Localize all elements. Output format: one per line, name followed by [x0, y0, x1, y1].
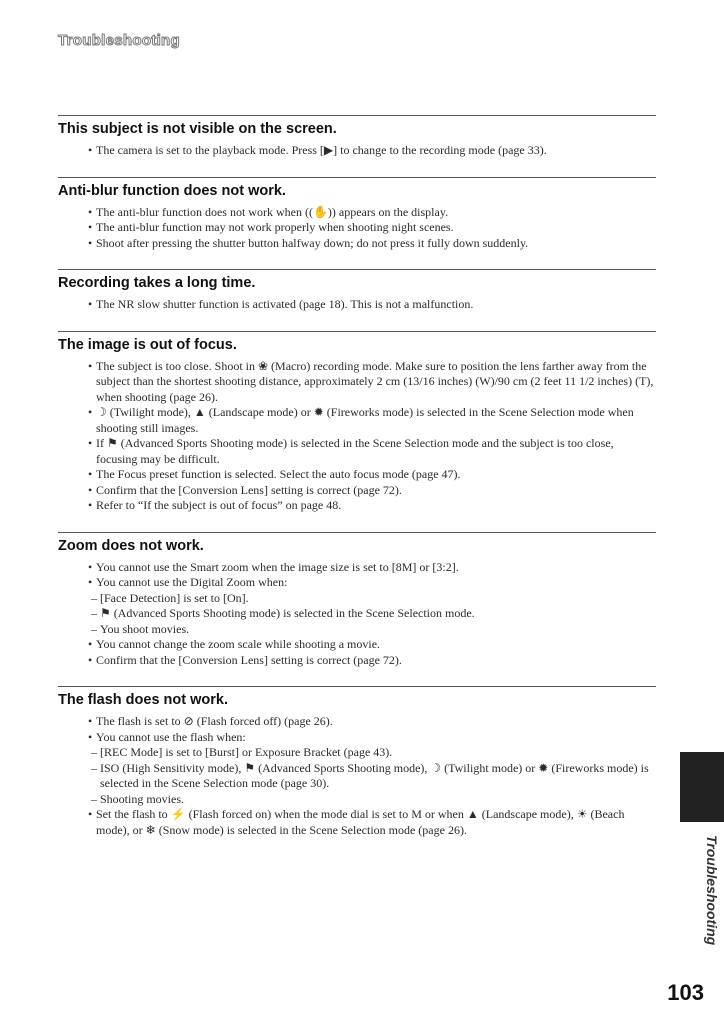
page-header: Troubleshooting — [58, 32, 180, 49]
item-text: If ⚑ (Advanced Sports Shooting mode) is selected in the Scene Selection mode and the subject is too close, focusing may be difficult. — [96, 436, 614, 466]
bullet-marker: • — [88, 575, 93, 589]
item-list — [58, 560, 656, 669]
section-tab-marker — [680, 752, 724, 822]
item-text: Refer to “If the subject is out of focus” on page 48. — [96, 498, 342, 512]
bullet-marker: • — [88, 436, 93, 450]
bullet-marker: • — [88, 714, 93, 728]
item-text: The anti-blur function may not work properly when shooting night scenes. — [96, 220, 454, 234]
bullet-marker: • — [88, 204, 93, 219]
item-text: You shoot movies. — [100, 621, 190, 636]
list-item — [88, 236, 656, 252]
bullet-marker: • — [88, 652, 93, 667]
bullet-marker: • — [88, 467, 93, 481]
list-item — [88, 359, 656, 406]
item-text: Set the flash to ⚡ (Flash forced on) when the mode dial is set to M or when ▲ (Landscape mode), ☀ (Beach mode), or ❄ (Snow mode) is selected in the Scene Selection mode (page 26). — [96, 807, 625, 837]
bullet-marker: • — [88, 358, 93, 373]
content — [58, 115, 656, 856]
list-item — [88, 436, 656, 467]
sub-list-item — [88, 792, 656, 808]
item-list — [58, 714, 656, 838]
list-item — [88, 483, 656, 499]
dash-marker: – — [91, 621, 97, 636]
dash-marker: – — [91, 590, 97, 605]
sub-list-item — [88, 745, 656, 761]
item-text: You cannot change the zoom scale while shooting a movie. — [96, 637, 381, 651]
item-text: The flash is set to ⊘ (Flash forced off) (page 26). — [96, 714, 333, 728]
section-title: Anti-blur function does not work. — [58, 182, 286, 199]
section-tab-label: Troubleshooting — [704, 834, 720, 946]
list-item — [88, 560, 656, 576]
list-item — [88, 730, 656, 746]
list-item — [88, 807, 656, 838]
bullet-marker: • — [88, 482, 93, 497]
sub-list-item — [88, 591, 656, 607]
section — [58, 269, 656, 313]
dash-marker: – — [91, 791, 97, 806]
section-title: Recording takes a long time. — [58, 275, 256, 291]
sub-list-item — [88, 761, 656, 792]
item-text: Confirm that the [Conversion Lens] setting is correct (page 72). — [96, 482, 402, 497]
section — [58, 177, 656, 252]
item-text: The camera is set to the playback mode. Press [▶] to change to the recording mode (page 33). — [96, 143, 547, 157]
item-text: The Focus preset function is selected. Select the auto focus mode (page 47). — [96, 467, 461, 481]
section — [58, 115, 656, 159]
item-text: Shoot after pressing the shutter button halfway down; do not press it fully down suddenly. — [96, 235, 529, 250]
page-number: 103 — [667, 980, 704, 1005]
item-text: [REC Mode] is set to [Burst] or Exposure Bracket (page 43). — [100, 745, 393, 759]
list-item — [88, 467, 656, 483]
item-text: You cannot use the flash when: — [96, 729, 246, 744]
item-list — [58, 205, 656, 252]
item-text: ISO (High Sensitivity mode), ⚑ (Advanced Sports Shooting mode), ☽ (Twilight mode) or ✹ (Fireworks mode) is selected in the Scene Selection mode (page 30). — [100, 760, 649, 790]
list-item — [88, 498, 656, 514]
list-item — [88, 143, 656, 159]
bullet-marker: • — [88, 143, 93, 157]
sub-list-item — [88, 622, 656, 638]
dash-marker: – — [91, 745, 97, 759]
section-title: Zoom does not work. — [58, 537, 204, 554]
item-list — [58, 359, 656, 514]
sub-list-item — [88, 606, 656, 622]
item-list — [58, 297, 656, 313]
dash-marker: – — [91, 760, 97, 775]
list-item — [88, 297, 656, 313]
bullet-marker: • — [88, 559, 93, 574]
item-text: Shooting movies. — [100, 791, 185, 806]
section — [58, 686, 656, 838]
section-title: The flash does not work. — [58, 692, 228, 708]
item-text: Confirm that the [Conversion Lens] setting is correct (page 72). — [96, 652, 402, 667]
section-title: This subject is not visible on the screen. — [58, 121, 337, 137]
list-item — [88, 714, 656, 730]
item-text: ⚑ (Advanced Sports Shooting mode) is selected in the Scene Selection mode. — [100, 606, 475, 620]
bullet-marker: • — [88, 297, 93, 311]
item-text: The subject is too close. Shoot in ❀ (Macro) recording mode. Make sure to position the lens farther away from the subject than the shortest shooting distance, approximately 2 cm (13/16 inches) (W)/90 cm (2 feet 11 1/2 inches) (T), when shooting (page 26). — [96, 358, 654, 404]
list-item — [88, 405, 656, 436]
bullet-marker: • — [88, 235, 93, 250]
item-text: [Face Detection] is set to [On]. — [100, 590, 249, 605]
section-title: The image is out of focus. — [58, 336, 237, 353]
bullet-marker: • — [88, 405, 93, 419]
item-list — [58, 143, 656, 159]
section — [58, 532, 656, 669]
item-text: The NR slow shutter function is activated (page 18). This is not a malfunction. — [96, 297, 474, 311]
bullet-marker: • — [88, 637, 93, 651]
list-item — [88, 205, 656, 221]
item-text: The anti-blur function does not work when ((✋)) appears on the display. — [96, 204, 449, 219]
section — [58, 331, 656, 514]
list-item — [88, 575, 656, 591]
list-item — [88, 653, 656, 669]
dash-marker: – — [91, 606, 97, 620]
bullet-marker: • — [88, 807, 93, 821]
list-item — [88, 637, 656, 653]
bullet-marker: • — [88, 220, 93, 234]
item-text: You cannot use the Digital Zoom when: — [96, 575, 288, 589]
item-text: ☽ (Twilight mode), ▲ (Landscape mode) or ✹ (Fireworks mode) is selected in the Scene Selection mode when shooting still images. — [96, 405, 634, 435]
item-text: You cannot use the Smart zoom when the image size is set to [8M] or [3:2]. — [96, 559, 459, 574]
bullet-marker: • — [88, 498, 93, 512]
list-item — [88, 220, 656, 236]
bullet-marker: • — [88, 729, 93, 744]
